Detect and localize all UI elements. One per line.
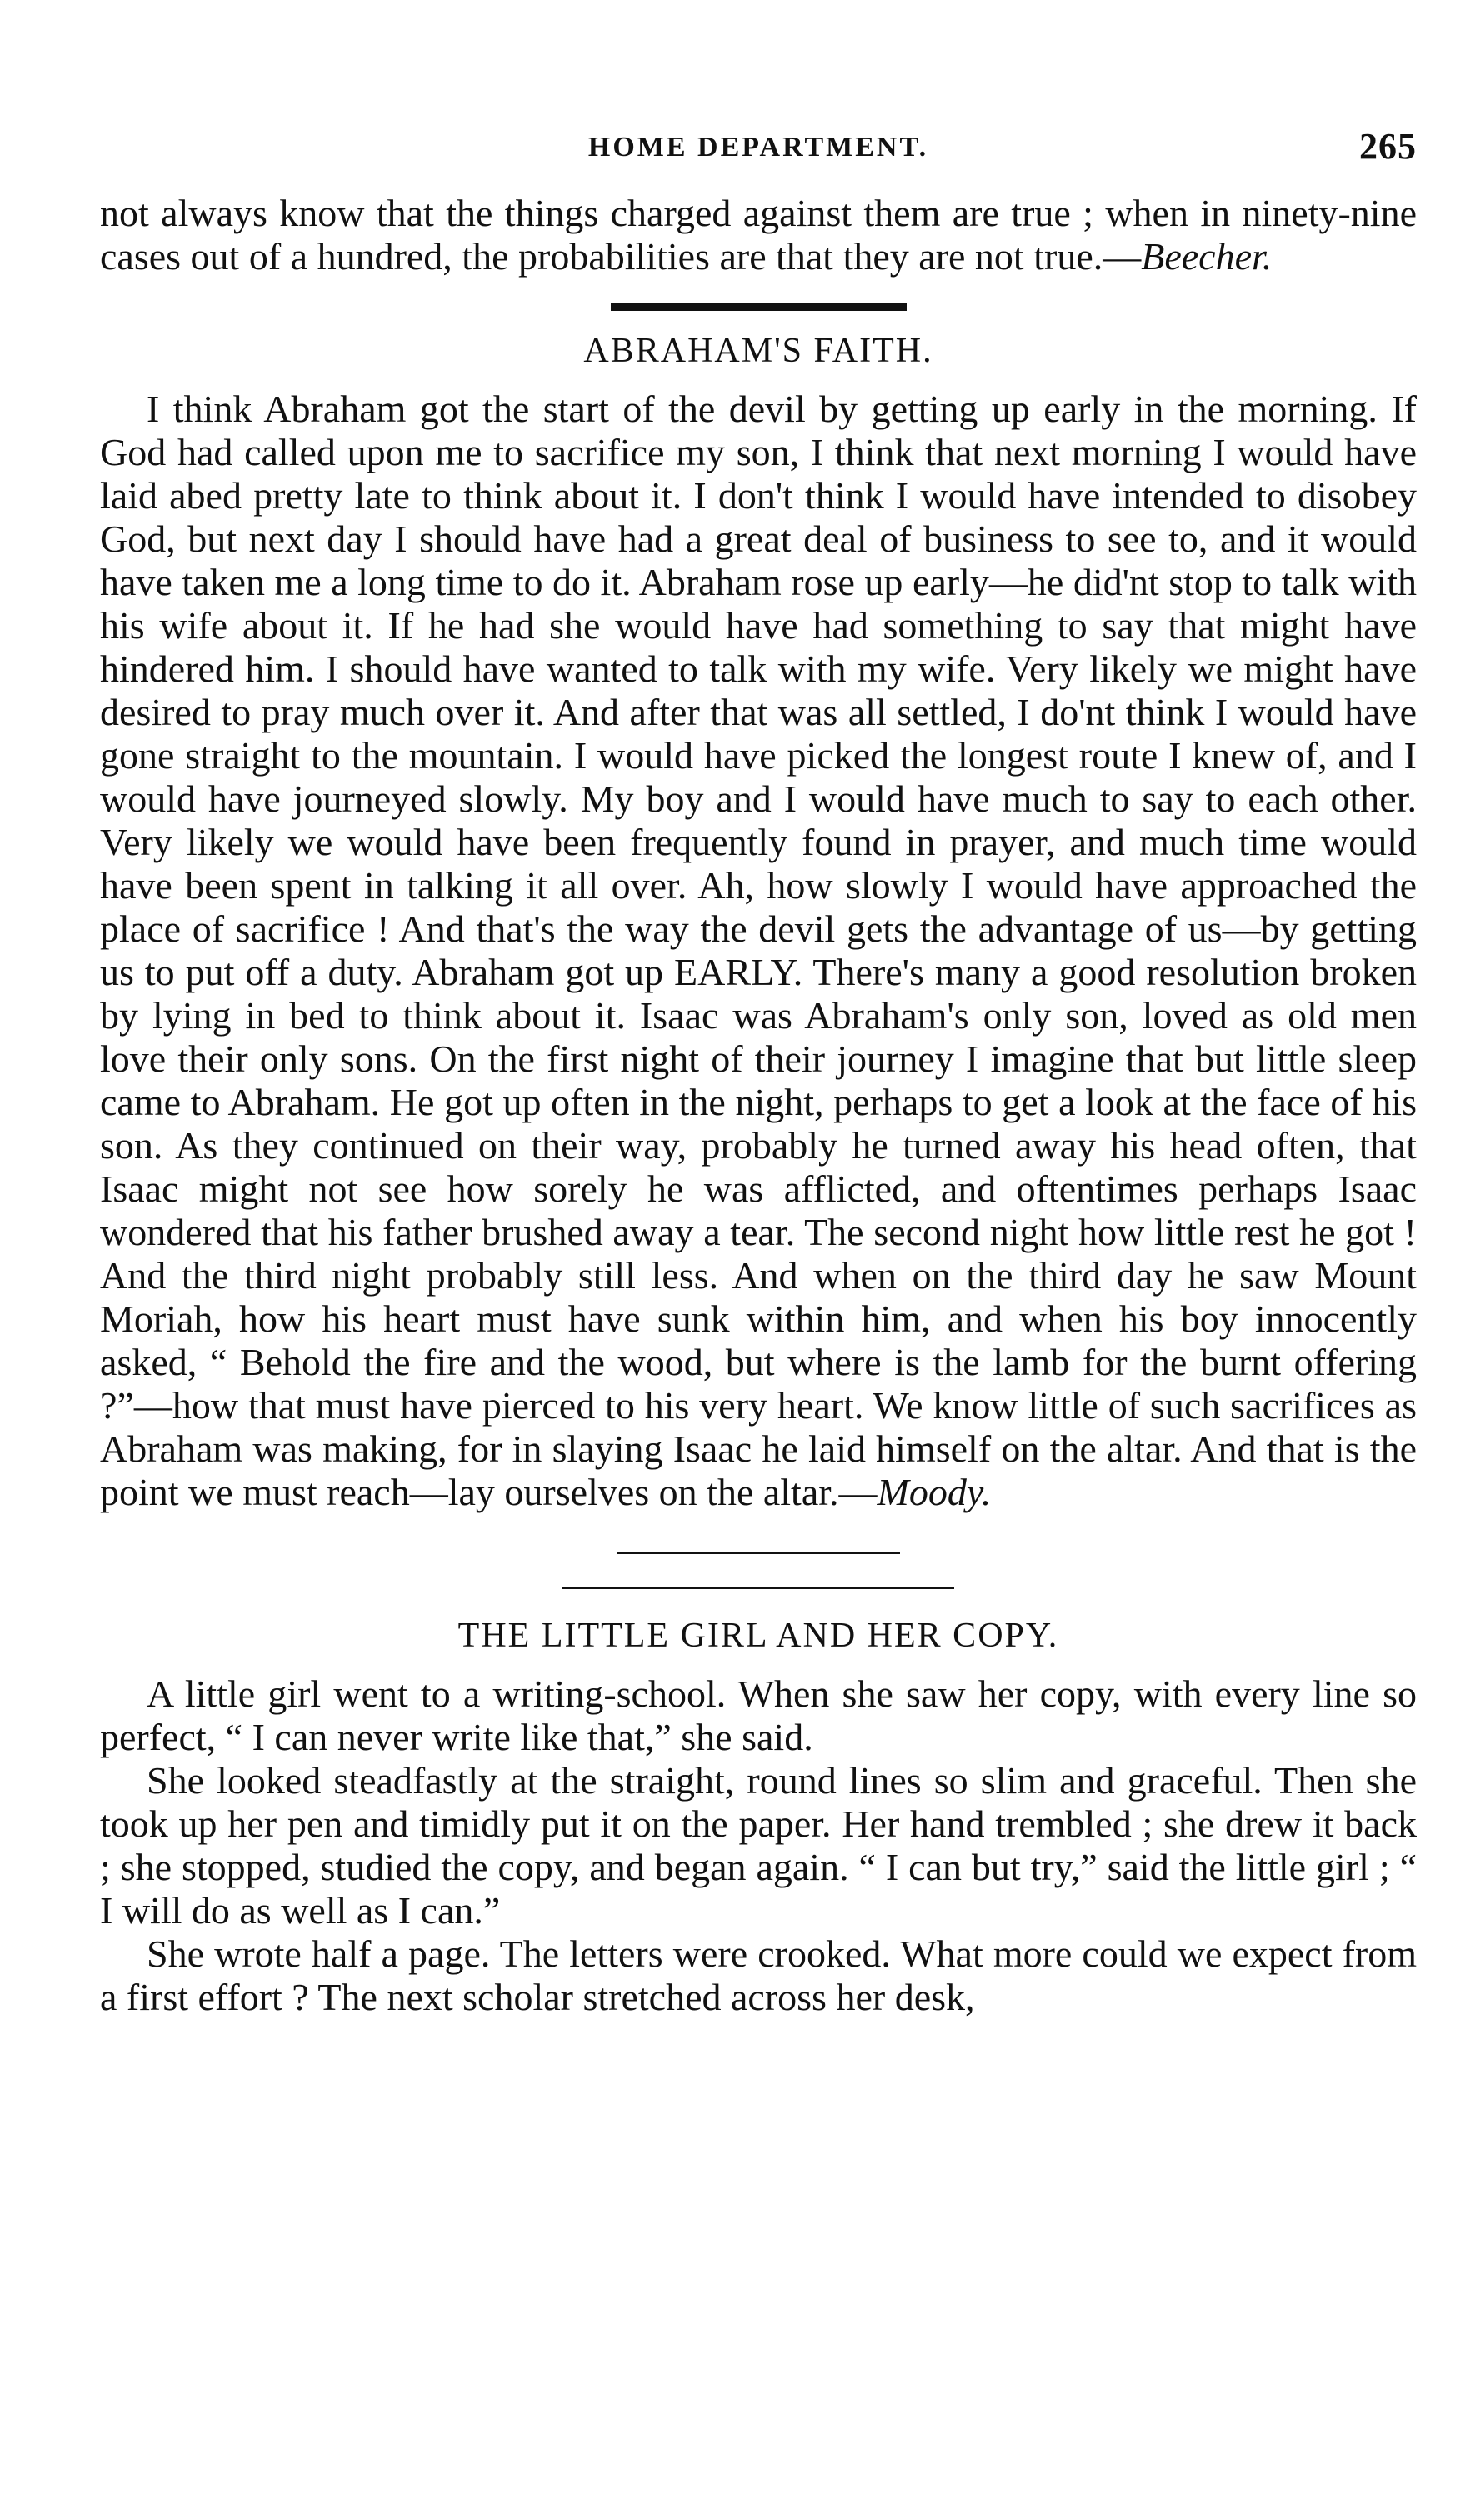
article-body-text: I think Abraham got the start of the devil by getting up early in the morning. If God had called upon me to sacrifice my son, I think that next morning I would have laid abed pretty late to think about it. I don't think I would have intended to disobey God, but next day I should have had a great deal of business to see to, and it would have taken me a long time to do it. Abraham rose up early—he did'nt stop to talk with his wife about it. If he had she would have had something to say that might have hindered him. I should have wanted to talk with my wife. Very likely we might have desired to pray much over it. And after that was all settled, I do'nt think I would have gone straight to the mountain. I would have picked the longest route I knew of, and I would have journeyed slowly. My boy and I would have much to say to each other. Very likely we would have been frequently found in prayer, and much time would have been spent in talking it all over. Ah, how slowly I would have approached the place of sacrifice ! And that's the way the devil gets the advantage of us—by getting us to put off a duty. Abraham got up EARLY. There's many a good resolution broken by lying in bed to think about it. Isaac was Abraham's only son, loved as old men love their only sons. On the first night of their journey I imagine that but little sleep came to Abraham. He got up often in the night, perhaps to get a look at the face of his son. As they continued on their way, probably he turned away his head often, that Isaac might not see how sorely he was afflicted, and oftentimes perhaps Isaac wondered that his father brushed away a tear. The second night how little rest he got ! And the third night probably still less. And when on the third day he saw Mount Moriah, how his heart must have sunk within him, and when his boy innocently asked, “ Behold the fire and the wood, but where is the lamb for the burnt offering ?”—how that must have pierced to his very heart. We know little of such sacrifices as Abraham was making, for in slaying Isaac he laid himself on the altar. And that is the point we must reach—lay ourselves on the altar.— (100, 388, 1417, 1513)
article-title-abrahams-faith: ABRAHAM'S FAITH. (583, 332, 933, 370)
section-divider-heavy (611, 303, 907, 311)
section-divider (562, 1588, 954, 1589)
article-attribution: Moody. (877, 1471, 992, 1513)
article-paragraph: She looked steadfastly at the straight, round lines so slim and graceful. Then she took up her pen and timidly put it on the paper. Her hand trembled ; she drew it back ; she stopped, studied the copy, and began again. “ I can but try,” said the little girl ; “ I will do as well as I can.” (100, 1759, 1417, 1932)
continued-paragraph-text: not always know that the things charged against them are true ; when in ninety-nine cases out of a hundred, the probabilities are that they are not true.— (100, 192, 1417, 278)
article-paragraph: A little girl went to a writing-school. When she saw her copy, with every line so perfect, “ I can never write like that,” she said. (100, 1672, 1417, 1758)
section-divider (617, 1552, 900, 1554)
continued-paragraph-attribution: Beecher. (1141, 235, 1272, 278)
running-head-title: HOME DEPARTMENT. (588, 132, 929, 162)
article-title-little-girl: THE LITTLE GIRL AND HER COPY. (458, 1617, 1059, 1655)
continued-paragraph (100, 192, 1417, 278)
article-paragraph: She wrote half a page. The letters were crooked. What more could we expect from a first effort ? The next scholar stretched across her desk, (100, 1932, 1417, 2018)
running-head (100, 117, 1417, 167)
page-number: 265 (1359, 126, 1417, 167)
book-page (100, 117, 1417, 2019)
article-body-abrahams-faith (100, 388, 1417, 1514)
